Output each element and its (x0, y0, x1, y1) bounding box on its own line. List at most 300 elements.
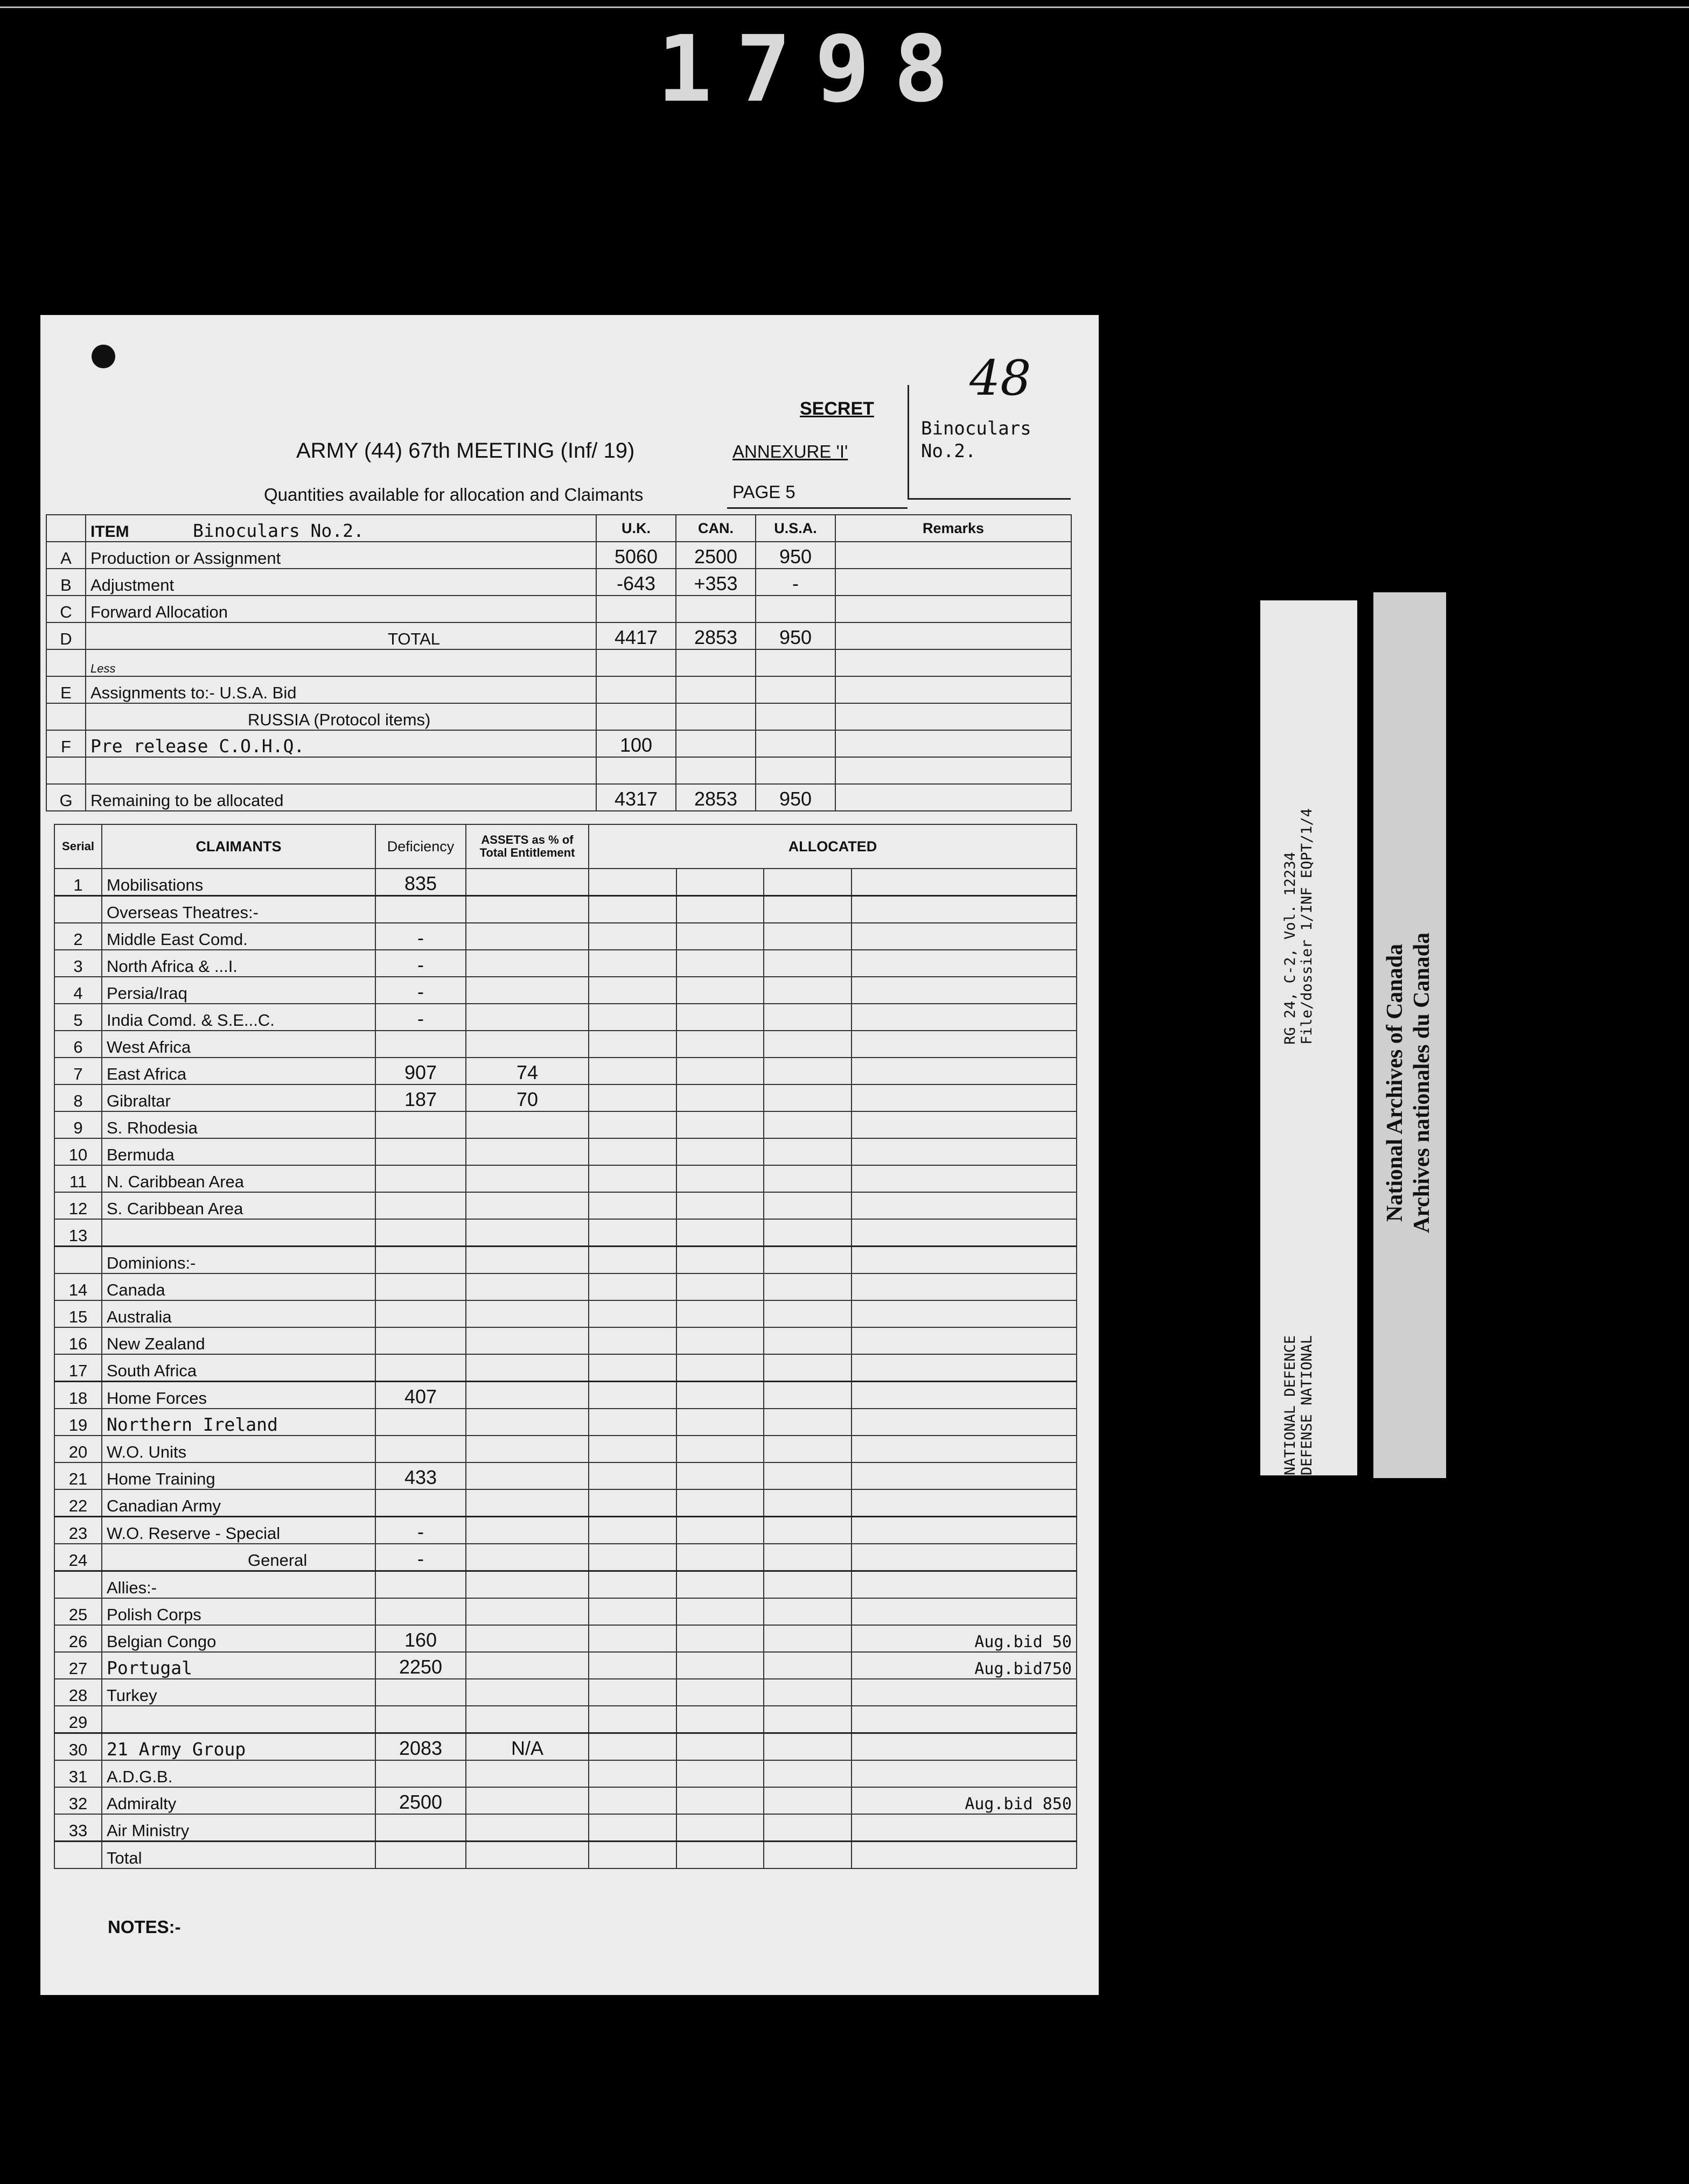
remarks-value: Aug.bid750 (852, 1652, 1077, 1679)
allocated-uk-cell (589, 1138, 676, 1165)
serial-number: 26 (54, 1625, 102, 1652)
item-key: A (46, 542, 86, 569)
allocated-uk-cell (589, 1327, 676, 1354)
allocated-can-cell (676, 1084, 764, 1111)
allocated-can-cell (676, 1679, 764, 1706)
assets-value (466, 1652, 589, 1679)
claimant-row (54, 896, 1077, 923)
allocated-usa-cell (764, 1138, 852, 1165)
claimant-row (54, 950, 1077, 977)
allocated-usa-cell (764, 1814, 852, 1842)
allocated-can-cell (676, 1760, 764, 1787)
serial-number: 18 (54, 1382, 102, 1409)
allocated-uk-cell (589, 1409, 676, 1436)
allocated-can-cell (676, 1652, 764, 1679)
nd-line-2: DEFENSE NATIONAL (1299, 1335, 1315, 1475)
usa-value (756, 676, 835, 703)
allocated-uk-cell (589, 896, 676, 923)
allocated-can-cell (676, 1327, 764, 1354)
assets-value (466, 1544, 589, 1571)
allocated-usa-cell (764, 1219, 852, 1247)
remarks-value (852, 1354, 1077, 1382)
allocated-can-cell (676, 1409, 764, 1436)
allocated-uk-cell (589, 869, 676, 896)
claimant-name: Air Ministry (102, 1814, 375, 1842)
uk-value: 4417 (596, 622, 676, 649)
claimant-name: Australia (102, 1300, 375, 1327)
can-value: +353 (676, 569, 756, 596)
assets-value (466, 1409, 589, 1436)
allocated-can-cell (676, 1436, 764, 1462)
claimant-row (54, 1598, 1077, 1625)
claimants-header: CLAIMANTS (102, 824, 375, 869)
deficiency-value (375, 1571, 466, 1599)
deficiency-value: 2083 (375, 1733, 466, 1761)
claimant-row (54, 1571, 1077, 1599)
allocated-uk-cell (589, 1706, 676, 1733)
claimant-row (54, 1165, 1077, 1192)
item-row (46, 649, 1071, 676)
remarks-value (852, 1382, 1077, 1409)
nac-line-1: National Archives of Canada (1383, 943, 1407, 1222)
allocated-uk-cell (589, 977, 676, 1004)
page-label: PAGE 5 (732, 482, 795, 502)
deficiency-value (375, 1409, 466, 1436)
allocated-uk-cell (589, 1462, 676, 1489)
serial-number: 17 (54, 1354, 102, 1382)
allocated-usa-cell (764, 1652, 852, 1679)
allocated-can-cell (676, 1247, 764, 1274)
remarks-cell (835, 596, 1071, 622)
claimant-name: East Africa (102, 1058, 375, 1084)
allocated-usa-cell (764, 896, 852, 923)
item-header: ITEM (90, 523, 129, 541)
claimant-row (54, 1544, 1077, 1571)
item-key: F (46, 730, 86, 757)
uk-value (596, 703, 676, 730)
allocated-can-cell (676, 1544, 764, 1571)
assets-value (466, 1462, 589, 1489)
remarks-cell (835, 784, 1071, 811)
allocated-uk-cell (589, 1625, 676, 1652)
claimant-name: North Africa & ...I. (102, 950, 375, 977)
claimant-name: Total (102, 1842, 375, 1869)
allocated-header: ALLOCATED (589, 824, 1077, 869)
claimant-row (54, 1247, 1077, 1274)
claimants-table (54, 824, 1077, 1869)
allocated-uk-cell (589, 1273, 676, 1300)
claimant-name: Persia/Iraq (102, 977, 375, 1004)
item-row (46, 569, 1071, 596)
claimant-row (54, 1679, 1077, 1706)
remarks-value (852, 1814, 1077, 1842)
rg-line-1: RG 24, C-2, Vol. 12234 (1282, 852, 1299, 1045)
remarks-value (852, 1842, 1077, 1869)
allocated-usa-cell (764, 1165, 852, 1192)
allocated-usa-cell (764, 923, 852, 950)
item-label: RUSSIA (Protocol items) (86, 703, 596, 730)
claimant-row (54, 1111, 1077, 1138)
serial-number: 28 (54, 1679, 102, 1706)
assets-value (466, 1625, 589, 1652)
deficiency-value (375, 1706, 466, 1733)
assets-value (466, 1300, 589, 1327)
assets-value (466, 1273, 589, 1300)
item-label: Pre release C.O.H.Q. (86, 730, 596, 757)
allocated-can-cell (676, 1787, 764, 1814)
usa-value: 950 (756, 542, 835, 569)
nd-line-1: NATIONAL DEFENCE (1282, 1335, 1299, 1475)
uk-value: 100 (596, 730, 676, 757)
claimant-row (54, 923, 1077, 950)
claimant-row (54, 1760, 1077, 1787)
allocated-usa-cell (764, 1111, 852, 1138)
assets-value (466, 1517, 589, 1544)
classification-label: SECRET (800, 398, 874, 419)
item-key: B (46, 569, 86, 596)
usa-value (756, 649, 835, 676)
claimant-row (54, 1327, 1077, 1354)
assets-value (466, 1327, 589, 1354)
allocated-usa-cell (764, 1382, 852, 1409)
allocated-can-cell (676, 1300, 764, 1327)
deficiency-value (375, 1219, 466, 1247)
claimant-row (54, 1058, 1077, 1084)
uk-value: 5060 (596, 542, 676, 569)
claimant-name: W.O. Units (102, 1436, 375, 1462)
claimant-row (54, 1517, 1077, 1544)
deficiency-value: 2500 (375, 1787, 466, 1814)
remarks-value (852, 1165, 1077, 1192)
allocated-can-cell (676, 1111, 764, 1138)
serial-header: Serial (54, 824, 102, 869)
serial-number: 6 (54, 1031, 102, 1058)
claimant-name: Bermuda (102, 1138, 375, 1165)
assets-value (466, 1247, 589, 1274)
deficiency-value (375, 1247, 466, 1274)
item-label: Production or Assignment (86, 542, 596, 569)
allocated-uk-cell (589, 1084, 676, 1111)
remarks-cell (835, 703, 1071, 730)
claimant-name: Canada (102, 1273, 375, 1300)
assets-value (466, 869, 589, 896)
allocated-uk-cell (589, 923, 676, 950)
allocated-uk-cell (589, 1354, 676, 1382)
item-label (86, 757, 596, 784)
allocated-uk-cell (589, 1517, 676, 1544)
item-row (46, 542, 1071, 569)
allocated-uk-cell (589, 1489, 676, 1517)
allocated-uk-cell (589, 1652, 676, 1679)
allocated-can-cell (676, 950, 764, 977)
assets-value: 74 (466, 1058, 589, 1084)
claimant-row (54, 1652, 1077, 1679)
allocated-can-cell (676, 1058, 764, 1084)
allocated-uk-cell (589, 1598, 676, 1625)
allocated-usa-cell (764, 1679, 852, 1706)
usa-value (756, 703, 835, 730)
claimant-name: Allies:- (102, 1571, 375, 1599)
deficiency-value (375, 1760, 466, 1787)
document-title: ARMY (44) 67th MEETING (Inf/ 19) (296, 439, 635, 463)
claimant-row (54, 1489, 1077, 1517)
deficiency-value: 907 (375, 1058, 466, 1084)
items-table (46, 514, 1072, 811)
deficiency-value (375, 1354, 466, 1382)
remarks-value (852, 977, 1077, 1004)
allocated-usa-cell (764, 1462, 852, 1489)
usa-value: 950 (756, 622, 835, 649)
claimant-row (54, 1462, 1077, 1489)
remarks-cell (835, 649, 1071, 676)
allocated-usa-cell (764, 1625, 852, 1652)
allocated-uk-cell (589, 1031, 676, 1058)
remarks-value (852, 1300, 1077, 1327)
claimant-name: W.O. Reserve - Special (102, 1517, 375, 1544)
remarks-header: Remarks (835, 515, 1071, 542)
remarks-cell (835, 730, 1071, 757)
serial-number: 3 (54, 950, 102, 977)
item-row (46, 703, 1071, 730)
allocated-usa-cell (764, 950, 852, 977)
assets-value (466, 1382, 589, 1409)
allocated-uk-cell (589, 1219, 676, 1247)
allocated-usa-cell (764, 1300, 852, 1327)
usa-value (756, 757, 835, 784)
deficiency-value (375, 1031, 466, 1058)
claimant-name: S. Caribbean Area (102, 1192, 375, 1219)
usa-header: U.S.A. (756, 515, 835, 542)
serial-number: 12 (54, 1192, 102, 1219)
assets-value (466, 923, 589, 950)
assets-value (466, 1679, 589, 1706)
item-key (46, 757, 86, 784)
deficiency-value: 160 (375, 1625, 466, 1652)
serial-number (54, 1571, 102, 1599)
side-label-line-1: Binoculars (921, 418, 1031, 439)
allocated-can-cell (676, 1031, 764, 1058)
deficiency-value (375, 1436, 466, 1462)
serial-number: 8 (54, 1084, 102, 1111)
claimant-row (54, 977, 1077, 1004)
deficiency-value: 187 (375, 1084, 466, 1111)
claimant-row (54, 1273, 1077, 1300)
claimant-row (54, 1031, 1077, 1058)
handwritten-page-number: 48 (969, 350, 1031, 407)
deficiency-value (375, 1192, 466, 1219)
remarks-value (852, 1138, 1077, 1165)
deficiency-value (375, 1598, 466, 1625)
national-defence-label (1282, 1335, 1315, 1475)
allocated-usa-cell (764, 1058, 852, 1084)
assets-value (466, 950, 589, 977)
allocated-uk-cell (589, 1300, 676, 1327)
deficiency-value (375, 1489, 466, 1517)
claimant-row (54, 1382, 1077, 1409)
serial-number (54, 1247, 102, 1274)
item-key: E (46, 676, 86, 703)
serial-number: 4 (54, 977, 102, 1004)
usa-value: 950 (756, 784, 835, 811)
deficiency-header: Deficiency (375, 824, 466, 869)
allocated-usa-cell (764, 977, 852, 1004)
allocated-can-cell (676, 1165, 764, 1192)
allocated-uk-cell (589, 1436, 676, 1462)
assets-value (466, 1842, 589, 1869)
frame-number: 1798 (657, 16, 973, 123)
deficiency-value: - (375, 1004, 466, 1031)
allocated-can-cell (676, 869, 764, 896)
item-label: TOTAL (86, 622, 596, 649)
serial-number: 20 (54, 1436, 102, 1462)
assets-value (466, 977, 589, 1004)
serial-number: 13 (54, 1219, 102, 1247)
allocated-usa-cell (764, 1733, 852, 1761)
deficiency-value (375, 1138, 466, 1165)
uk-value (596, 757, 676, 784)
claimant-name: A.D.G.B. (102, 1760, 375, 1787)
allocated-uk-cell (589, 1192, 676, 1219)
claimant-row (54, 1706, 1077, 1733)
serial-number: 27 (54, 1652, 102, 1679)
claimant-row (54, 1842, 1077, 1869)
item-row (46, 622, 1071, 649)
uk-value (596, 676, 676, 703)
allocated-uk-cell (589, 1544, 676, 1571)
allocated-can-cell (676, 1382, 764, 1409)
assets-header: ASSETS as % of Total Entitlement (466, 824, 589, 869)
allocated-can-cell (676, 1814, 764, 1842)
remarks-value (852, 1327, 1077, 1354)
serial-number: 16 (54, 1327, 102, 1354)
allocated-uk-cell (589, 1058, 676, 1084)
allocated-usa-cell (764, 1354, 852, 1382)
allocated-uk-cell (589, 950, 676, 977)
remarks-value (852, 1031, 1077, 1058)
side-label (921, 417, 1031, 463)
allocated-can-cell (676, 1625, 764, 1652)
claimant-name: South Africa (102, 1354, 375, 1382)
claimant-row (54, 1004, 1077, 1031)
allocated-uk-cell (589, 1679, 676, 1706)
assets-value (466, 1165, 589, 1192)
remarks-cell (835, 757, 1071, 784)
remarks-value (852, 1706, 1077, 1733)
allocated-usa-cell (764, 1004, 852, 1031)
deficiency-value: - (375, 1517, 466, 1544)
allocated-usa-cell (764, 1409, 852, 1436)
claimant-name: Home Forces (102, 1382, 375, 1409)
claimant-row (54, 1300, 1077, 1327)
item-label: Assignments to:- U.S.A. Bid (86, 676, 596, 703)
remarks-cell (835, 569, 1071, 596)
can-value (676, 757, 756, 784)
deficiency-value: - (375, 923, 466, 950)
allocated-uk-cell (589, 1165, 676, 1192)
allocated-can-cell (676, 1219, 764, 1247)
items-header-row (46, 515, 1071, 542)
allocated-usa-cell (764, 1517, 852, 1544)
remarks-value (852, 1084, 1077, 1111)
deficiency-value (375, 1842, 466, 1869)
serial-number: 7 (54, 1058, 102, 1084)
claimant-name: 21 Army Group (102, 1733, 375, 1761)
allocated-can-cell (676, 1354, 764, 1382)
remarks-value (852, 1517, 1077, 1544)
claimant-name: Northern Ireland (102, 1409, 375, 1436)
item-row (46, 596, 1071, 622)
allocated-usa-cell (764, 1031, 852, 1058)
assets-value (466, 1138, 589, 1165)
serial-number: 19 (54, 1409, 102, 1436)
item-row (46, 757, 1071, 784)
serial-number: 5 (54, 1004, 102, 1031)
assets-value (466, 1192, 589, 1219)
claimant-name: Turkey (102, 1679, 375, 1706)
remarks-value (852, 1489, 1077, 1517)
serial-number: 30 (54, 1733, 102, 1761)
item-row (46, 730, 1071, 757)
assets-value (466, 1760, 589, 1787)
allocated-uk-cell (589, 1787, 676, 1814)
allocated-can-cell (676, 1733, 764, 1761)
allocated-usa-cell (764, 1787, 852, 1814)
remarks-value: Aug.bid 50 (852, 1625, 1077, 1652)
claimant-name: West Africa (102, 1031, 375, 1058)
allocated-uk-cell (589, 1571, 676, 1599)
can-value: 2853 (676, 784, 756, 811)
allocated-usa-cell (764, 1327, 852, 1354)
allocated-uk-cell (589, 1004, 676, 1031)
document-subtitle: Quantities available for allocation and Claimants (264, 485, 644, 505)
claimant-row (54, 1219, 1077, 1247)
item-key (46, 703, 86, 730)
claimant-row (54, 1436, 1077, 1462)
claimant-name: Gibraltar (102, 1084, 375, 1111)
serial-number: 33 (54, 1814, 102, 1842)
remarks-value (852, 1247, 1077, 1274)
allocated-usa-cell (764, 1489, 852, 1517)
allocated-can-cell (676, 923, 764, 950)
claimant-name (102, 1219, 375, 1247)
serial-number: 25 (54, 1598, 102, 1625)
usa-value: - (756, 569, 835, 596)
remarks-value (852, 950, 1077, 977)
claimant-name: Polish Corps (102, 1598, 375, 1625)
record-group-label (1282, 808, 1315, 1045)
allocated-usa-cell (764, 1192, 852, 1219)
claimant-name (102, 1706, 375, 1733)
assets-value (466, 1111, 589, 1138)
can-value (676, 703, 756, 730)
claimant-name: India Comd. & S.E...C. (102, 1004, 375, 1031)
remarks-value (852, 1571, 1077, 1599)
remarks-value (852, 1004, 1077, 1031)
serial-number: 10 (54, 1138, 102, 1165)
can-value (676, 596, 756, 622)
allocated-can-cell (676, 1192, 764, 1219)
can-value: 2500 (676, 542, 756, 569)
serial-number: 14 (54, 1273, 102, 1300)
serial-number: 9 (54, 1111, 102, 1138)
assets-value (466, 1814, 589, 1842)
item-key: G (46, 784, 86, 811)
can-header: CAN. (676, 515, 756, 542)
remarks-cell (835, 622, 1071, 649)
remarks-value (852, 1544, 1077, 1571)
allocated-can-cell (676, 1706, 764, 1733)
claimant-row (54, 1814, 1077, 1842)
